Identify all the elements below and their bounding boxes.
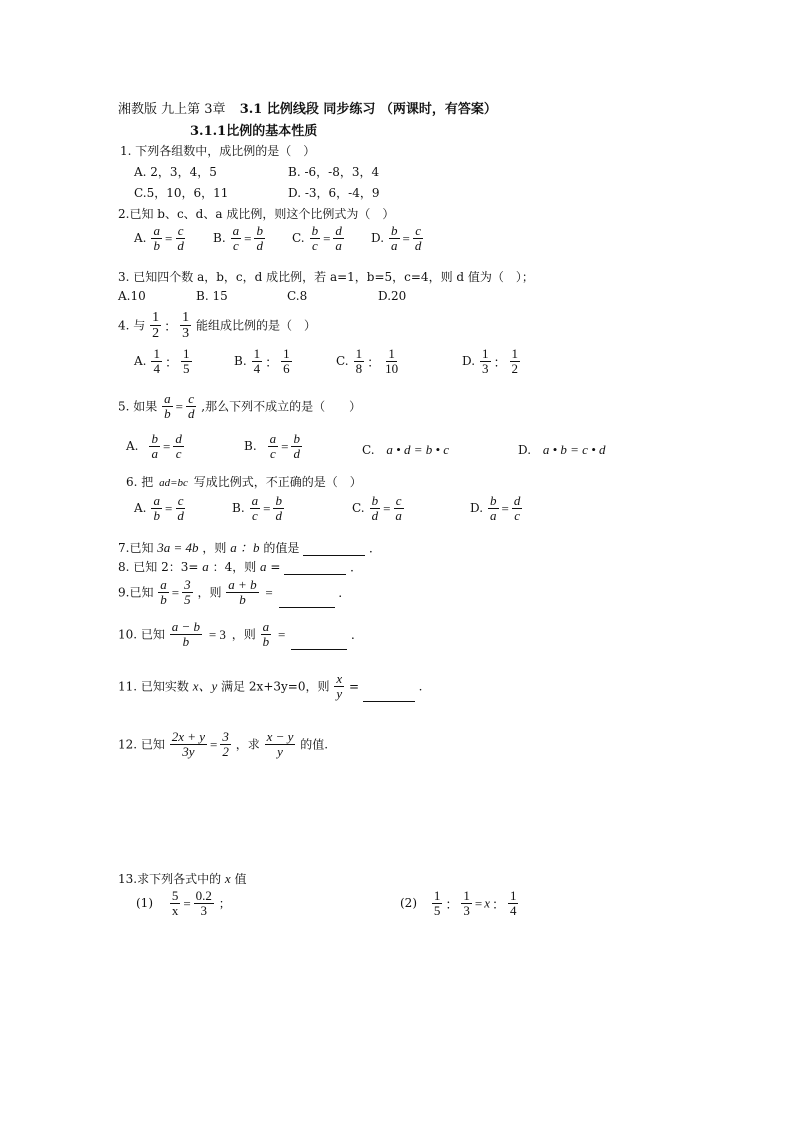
q12-condition-fraction-denominator: 3y bbox=[182, 744, 195, 760]
q9-condition-fraction-denominator: b bbox=[160, 592, 167, 608]
q5-option-a-fraction bbox=[149, 432, 160, 462]
q6-label-a: A. bbox=[134, 501, 147, 516]
q13-part2-fraction bbox=[508, 889, 519, 919]
q8 bbox=[118, 558, 362, 575]
q2-option-b-fraction bbox=[231, 224, 242, 254]
q5-option-c-expr: a • d = b • c bbox=[386, 442, 450, 457]
q4-option-d-fraction-numerator: 1 bbox=[511, 346, 519, 361]
q12-condition-fraction bbox=[170, 730, 207, 760]
q5-option-a-fraction-numerator: b bbox=[151, 431, 158, 446]
q5-option-b-fraction-numerator: b bbox=[293, 431, 300, 446]
q4-label-b: B. bbox=[234, 354, 247, 369]
q13-part2-fraction-numerator: 1 bbox=[463, 888, 470, 903]
q5-condition-fraction-numerator: a bbox=[164, 391, 171, 406]
q3-stem: 3. 已知四个数 a，b，c，d 成比例，若 a=1，b=5，c=4，则 d 值为（ ）； bbox=[118, 270, 534, 284]
q8-eq: = bbox=[270, 560, 281, 574]
q5-option-a-operator: = bbox=[162, 438, 171, 454]
q4-option-b-fraction-numerator: 1 bbox=[283, 346, 290, 361]
q13-part2-colon: ： bbox=[491, 897, 505, 913]
q4-ratio-operator: ： bbox=[164, 319, 178, 335]
q10-condition-fraction-numerator: a − b bbox=[171, 619, 201, 634]
q4-option-c-operator: ： bbox=[367, 355, 381, 371]
q5-option-b-fraction-denominator: d bbox=[293, 446, 300, 462]
q5-label-b: B. bbox=[244, 439, 257, 454]
q1-option-a: A. 2，3，4，5 bbox=[134, 165, 217, 179]
q13-part1-fraction-denominator: x bbox=[171, 903, 179, 919]
q4-option-d-fraction-denominator: 2 bbox=[511, 361, 519, 377]
q12-mid: ，求 bbox=[235, 737, 260, 752]
q4-option-b-fraction bbox=[252, 347, 263, 377]
q9-condition-fraction-numerator: a bbox=[160, 577, 167, 592]
q12-target-fraction-denominator: y bbox=[277, 744, 283, 760]
q13-part1-fraction bbox=[194, 889, 214, 919]
q12-condition-operator: = bbox=[210, 736, 218, 752]
q5-option-d-expr: a • b = c • d bbox=[542, 442, 606, 457]
q2-option-d-fraction-denominator: a bbox=[391, 238, 398, 254]
q5-label-a: A. bbox=[126, 439, 139, 454]
q13-stem-prefix: 13.求下列各式中的 bbox=[118, 872, 222, 886]
q4-label-a: A. bbox=[134, 354, 147, 369]
q4-ratio-fraction bbox=[150, 310, 161, 342]
q8-mid: ：4，则 bbox=[212, 560, 257, 574]
q5-condition-fraction-numerator: c bbox=[188, 391, 195, 406]
q13-stem bbox=[118, 870, 247, 887]
q5-label-c: C. bbox=[362, 443, 375, 457]
q12-prefix: 12. 已知 bbox=[118, 737, 165, 752]
q13-part1-end: ； bbox=[218, 896, 231, 911]
q11-mid: 满足 2x+3y=0，则 bbox=[221, 679, 330, 694]
q4-option-a-fraction bbox=[181, 347, 192, 377]
q13-part2-fraction-denominator: 3 bbox=[463, 903, 470, 919]
q2-option-b-fraction-numerator: a bbox=[232, 223, 240, 238]
q12-target-fraction bbox=[265, 730, 296, 760]
q2-option-b-fraction-denominator: d bbox=[256, 238, 263, 254]
q12-condition-fraction-denominator: 2 bbox=[222, 744, 229, 760]
q2-label-c: C. bbox=[292, 231, 305, 246]
q4-option-b-fraction-denominator: 4 bbox=[253, 361, 261, 377]
q13-part2-expr bbox=[431, 888, 520, 919]
q11 bbox=[118, 672, 422, 702]
q11-prefix: 11. 已知实数 bbox=[118, 679, 189, 694]
title-bold: 3.1 比例线段 同步练习 （两课时，有答案） bbox=[239, 102, 497, 117]
q13-part1 bbox=[136, 889, 231, 919]
q2-option-c-fraction bbox=[333, 224, 344, 254]
q6-option-a-fraction-numerator: c bbox=[177, 493, 184, 508]
q6-option-c-fraction-denominator: d bbox=[371, 508, 379, 524]
q2-option-a-fraction-numerator: a bbox=[153, 223, 160, 238]
q9-target-fraction-numerator: a + b bbox=[228, 577, 257, 592]
q4-option-b-fraction-numerator: 1 bbox=[253, 346, 261, 361]
q13-part2-x: x bbox=[484, 895, 490, 911]
section-subtitle: 3.1.1比例的基本性质 bbox=[190, 124, 318, 139]
q2-option-a-fraction-denominator: b bbox=[153, 238, 160, 254]
q3-option-d: D.20 bbox=[378, 289, 407, 303]
q13-part2 bbox=[400, 889, 519, 919]
q9-target bbox=[225, 577, 259, 608]
q12-condition-fraction-numerator: 2x + y bbox=[171, 729, 206, 744]
q10-target-fraction bbox=[261, 620, 272, 650]
q6-option-a-fraction bbox=[151, 494, 162, 524]
q2-option-d-fraction-denominator: d bbox=[414, 238, 422, 254]
q1-option-b: B. -6，-8，3，4 bbox=[288, 165, 380, 179]
q2-option-a-fraction-denominator: d bbox=[177, 238, 184, 254]
q13-stem-suffix: 值 bbox=[234, 872, 247, 886]
q12-condition-fraction-numerator: 3 bbox=[222, 729, 229, 744]
q10-mid: ，则 bbox=[231, 627, 256, 642]
q11-answer-blank[interactable] bbox=[363, 689, 415, 702]
q4-option-c-fraction-denominator: 10 bbox=[385, 361, 399, 377]
q13-part2-fraction-numerator: 1 bbox=[509, 888, 517, 903]
q9-target-fraction-denominator: b bbox=[239, 592, 246, 608]
q3-option-c: C.8 bbox=[287, 289, 308, 303]
q10-target-fraction-denominator: b bbox=[262, 634, 270, 650]
q2-option-d-fraction bbox=[389, 224, 400, 254]
q9-eq: = bbox=[265, 584, 273, 600]
q4-option-a-fraction-denominator: 4 bbox=[153, 361, 160, 377]
q5-suffix: ,那么下列不成立的是（ ） bbox=[201, 399, 362, 414]
q2-stem: 2.已知 b、c、d、a 成比例，则这个比例式为（ ） bbox=[118, 207, 395, 221]
q12 bbox=[118, 730, 328, 760]
q4-option-c-fraction-numerator: 1 bbox=[355, 346, 363, 361]
q4-label-d: D. bbox=[462, 354, 476, 369]
q4-option-c-fraction-numerator: 1 bbox=[388, 346, 395, 361]
q2-option-b bbox=[213, 224, 266, 254]
q8-end: ． bbox=[350, 560, 363, 574]
q2-option-d-fraction-numerator: b bbox=[391, 223, 398, 238]
q2-option-c-fraction-numerator: b bbox=[311, 223, 319, 238]
q10-condition-fraction-denominator: b bbox=[182, 634, 190, 650]
q4-label-c: C. bbox=[336, 354, 349, 369]
q6-prefix: 6. 把 bbox=[126, 475, 154, 489]
q4-option-c-fraction bbox=[383, 347, 400, 377]
q10-end: ． bbox=[350, 627, 363, 642]
q10-answer-blank[interactable] bbox=[291, 637, 347, 650]
q8-var-a: a bbox=[202, 559, 209, 574]
q4-option-c-fraction-denominator: 8 bbox=[355, 361, 363, 377]
q2-option-c-fraction bbox=[310, 224, 321, 254]
q9-target-fraction bbox=[226, 578, 258, 608]
q13-part2-label: (2) bbox=[400, 896, 417, 911]
q4-option-d-fraction bbox=[510, 347, 521, 377]
q9-condition-operator: = bbox=[171, 584, 180, 600]
q6-stem bbox=[126, 473, 362, 490]
q9-answer-blank[interactable] bbox=[279, 595, 335, 608]
q11-target bbox=[333, 671, 345, 702]
q2-option-a-operator: = bbox=[164, 230, 173, 246]
q6-option-a-fraction-denominator: b bbox=[153, 508, 160, 524]
q4-option-d-fraction-numerator: 1 bbox=[482, 346, 489, 361]
q6-option-b-fraction-numerator: b bbox=[275, 493, 282, 508]
q6-option-b-operator: = bbox=[263, 500, 271, 516]
q6-option-c-operator: = bbox=[383, 500, 391, 516]
q6-option-c bbox=[352, 494, 405, 524]
q13-part2-equals: = bbox=[474, 895, 483, 911]
q5-option-b-fraction bbox=[268, 432, 279, 462]
q4-option-c-fraction bbox=[354, 347, 365, 377]
q10-condition bbox=[169, 619, 203, 650]
q5-stem bbox=[118, 392, 361, 422]
q6-option-c-fraction bbox=[370, 494, 381, 524]
q6-option-b-fraction-numerator: a bbox=[251, 493, 259, 508]
q12-condition bbox=[169, 729, 232, 760]
q2-label-a: A. bbox=[134, 231, 147, 246]
q2-option-a-fraction bbox=[151, 224, 162, 254]
q13-part2-fraction-denominator: 4 bbox=[509, 903, 517, 919]
q6-option-a-fraction-numerator: a bbox=[153, 493, 160, 508]
q6-option-d-fraction bbox=[512, 494, 523, 524]
q6-option-c-fraction bbox=[393, 494, 404, 524]
q10-rhs: = 3 bbox=[208, 626, 226, 642]
q4-option-d-fraction bbox=[480, 347, 491, 377]
q9-condition-fraction bbox=[158, 578, 169, 608]
title-left: 湘教版 九上第 3章 bbox=[118, 102, 226, 117]
q4-option-d bbox=[462, 347, 521, 377]
q5-option-a-fraction-denominator: c bbox=[175, 446, 182, 462]
q11-target-fraction-numerator: x bbox=[336, 671, 343, 686]
q11-target-fraction-denominator: y bbox=[336, 686, 343, 702]
q2-label-b: B. bbox=[213, 231, 226, 246]
q6-label-b: B. bbox=[232, 501, 245, 516]
q8-prefix: 8. 已知 2：3= bbox=[118, 560, 199, 574]
q6-option-a-operator: = bbox=[164, 500, 173, 516]
q2-option-c-fraction-denominator: c bbox=[311, 238, 318, 254]
q4-option-d-operator: ： bbox=[493, 355, 507, 371]
q4-option-a-fraction-numerator: 1 bbox=[153, 346, 160, 361]
q12-target-fraction-numerator: x − y bbox=[266, 729, 294, 744]
q4-option-d-fraction-denominator: 3 bbox=[482, 361, 489, 377]
q2-option-c-operator: = bbox=[323, 230, 331, 246]
q4-option-a-fraction-numerator: 1 bbox=[183, 346, 190, 361]
q7-ratio: a ：b bbox=[230, 540, 260, 555]
q7-prefix: 7.已知 bbox=[118, 541, 154, 555]
q13-part1-fraction-numerator: 0.2 bbox=[195, 888, 212, 903]
q4-option-a-operator: ： bbox=[164, 355, 178, 371]
q4-stem bbox=[118, 310, 316, 342]
q4-option-a-fraction bbox=[151, 347, 162, 377]
q6-option-c-fraction-numerator: c bbox=[395, 493, 402, 508]
q6-option-d-operator: = bbox=[501, 500, 509, 516]
q13-part2-fraction-denominator: 5 bbox=[433, 903, 441, 919]
q4-ratio-fraction bbox=[180, 310, 191, 342]
q4-ratio-fraction-numerator: 1 bbox=[182, 310, 190, 325]
q5-prefix: 5. 如果 bbox=[118, 399, 158, 414]
q9-condition bbox=[157, 577, 193, 608]
q5-option-b-fraction-denominator: c bbox=[270, 446, 276, 462]
q9-mid: ，则 bbox=[197, 585, 222, 600]
q2-option-a bbox=[134, 224, 187, 254]
q3-option-b: B. 15 bbox=[196, 289, 228, 303]
q6-label-d: D. bbox=[470, 501, 484, 516]
q4-ratio bbox=[149, 310, 192, 342]
q13-part1-label: (1) bbox=[136, 896, 153, 911]
q11-end: . bbox=[418, 679, 423, 694]
q2-option-b-fraction-numerator: b bbox=[256, 223, 263, 238]
q10-condition-fraction bbox=[170, 620, 202, 650]
q2-option-c bbox=[292, 224, 345, 254]
q4-option-a-fraction-denominator: 5 bbox=[183, 361, 190, 377]
q4-prefix: 4. 与 bbox=[118, 318, 146, 333]
q2-option-d bbox=[371, 224, 424, 254]
q5-condition-fraction bbox=[186, 392, 197, 422]
q11-eq: = bbox=[348, 679, 359, 694]
q1-stem: 1. 下列各组数中，成比例的是（ ） bbox=[120, 144, 316, 158]
q10-target-fraction-numerator: a bbox=[262, 619, 270, 634]
q5-condition-operator: = bbox=[175, 398, 183, 414]
q10-eq: = bbox=[277, 626, 286, 642]
q2-option-c-fraction-denominator: a bbox=[335, 238, 342, 254]
q6-option-b bbox=[232, 494, 285, 524]
q1-option-c: C.5，10，6，11 bbox=[134, 186, 229, 200]
q6-option-d-fraction bbox=[488, 494, 499, 524]
q7-expr: 3a = 4b bbox=[157, 540, 199, 555]
q6-option-a-fraction-denominator: d bbox=[177, 508, 184, 524]
q6-option-d-fraction-denominator: c bbox=[514, 508, 520, 524]
q11-vars: x、y bbox=[192, 678, 218, 694]
q10 bbox=[118, 620, 363, 650]
q5-option-b-fraction bbox=[291, 432, 302, 462]
q10-prefix: 10. 已知 bbox=[118, 627, 165, 642]
q4-option-c bbox=[336, 347, 401, 377]
q4-option-b bbox=[234, 347, 293, 377]
q2-label-d: D. bbox=[371, 231, 385, 246]
q7 bbox=[118, 537, 381, 556]
q4-option-b-fraction-denominator: 6 bbox=[283, 361, 290, 377]
q1-option-d: D. -3，6，-4，9 bbox=[288, 186, 380, 200]
q5-option-a-fraction bbox=[173, 432, 184, 462]
q13-part2-fraction bbox=[461, 889, 472, 919]
q13-part1-fraction-denominator: 3 bbox=[200, 903, 208, 919]
q8-answer-blank[interactable] bbox=[284, 562, 346, 575]
q13-part1-fraction bbox=[170, 889, 181, 919]
q5-condition-fraction-denominator: d bbox=[187, 406, 195, 422]
q11-target-fraction bbox=[334, 672, 344, 702]
q12-suffix: 的值. bbox=[300, 737, 329, 752]
q4-ratio-fraction-numerator: 1 bbox=[152, 310, 160, 325]
q5-option-c bbox=[362, 442, 449, 458]
q6-label-c: C. bbox=[352, 501, 365, 516]
q9-condition-fraction-numerator: 3 bbox=[184, 577, 191, 592]
q5-label-d: D. bbox=[518, 443, 532, 457]
q13-part2-fraction bbox=[432, 889, 443, 919]
q6-option-b-fraction-denominator: d bbox=[275, 508, 282, 524]
q12-target bbox=[264, 729, 297, 760]
q9-condition-fraction bbox=[182, 578, 193, 608]
q10-target bbox=[260, 619, 273, 650]
q9-condition-fraction-denominator: 5 bbox=[184, 592, 191, 608]
q2-option-d-fraction bbox=[413, 224, 424, 254]
q7-suffix: 的值是 bbox=[263, 541, 300, 555]
q6-expr: ad=bc bbox=[159, 477, 188, 489]
q6-option-a bbox=[134, 494, 187, 524]
q5-condition-fraction bbox=[162, 392, 173, 422]
q7-end: ． bbox=[369, 541, 382, 555]
q2-option-a-fraction-numerator: c bbox=[177, 223, 184, 238]
q4-option-b-fraction bbox=[281, 347, 292, 377]
q12-condition-fraction bbox=[220, 730, 231, 760]
q3-option-a: A.10 bbox=[118, 289, 146, 303]
q13-part1-fraction-numerator: 5 bbox=[171, 888, 179, 903]
q7-answer-blank[interactable] bbox=[303, 543, 365, 556]
q6-option-b-fraction-denominator: c bbox=[252, 508, 258, 524]
q13-part2-colon: ： bbox=[445, 897, 459, 913]
q6-option-c-fraction-numerator: b bbox=[371, 493, 379, 508]
q2-option-b-operator: = bbox=[244, 230, 252, 246]
q13-part2-fraction-numerator: 1 bbox=[433, 888, 441, 903]
q13-part1-operator: = bbox=[183, 895, 191, 911]
q4-option-a bbox=[134, 347, 193, 377]
q5-option-b-operator: = bbox=[281, 438, 289, 454]
q13-part1-expr bbox=[169, 888, 215, 919]
q4-ratio-fraction-denominator: 2 bbox=[152, 326, 160, 342]
q5-option-b bbox=[244, 432, 303, 462]
q4-ratio-fraction-denominator: 3 bbox=[182, 326, 190, 342]
q5-condition-fraction-denominator: b bbox=[164, 406, 171, 422]
q2-option-b-fraction-denominator: c bbox=[233, 238, 239, 254]
q6-suffix: 写成比例式，不正确的是（ ） bbox=[193, 475, 362, 489]
q6-option-d bbox=[470, 494, 523, 524]
q2-option-d-fraction-numerator: c bbox=[415, 223, 421, 238]
q2-option-b-fraction bbox=[254, 224, 265, 254]
q2-option-a-fraction bbox=[175, 224, 186, 254]
q5-option-a-fraction-numerator: d bbox=[175, 431, 182, 446]
q5-option-a-fraction-denominator: a bbox=[151, 446, 158, 462]
q7-mid: ，则 bbox=[202, 541, 227, 555]
q9 bbox=[118, 578, 350, 608]
document-title bbox=[118, 98, 497, 117]
q6-option-b-fraction bbox=[250, 494, 261, 524]
q4-suffix: 能组成比例的是（ ） bbox=[195, 318, 316, 333]
q9-prefix: 9.已知 bbox=[118, 585, 154, 600]
q2-option-c-fraction-numerator: d bbox=[335, 223, 342, 238]
q5-option-d bbox=[518, 442, 606, 458]
q8-var-a2: a bbox=[260, 559, 267, 574]
q6-option-d-fraction-numerator: b bbox=[490, 493, 497, 508]
q2-option-d-operator: = bbox=[402, 230, 410, 246]
q13-stem-var: x bbox=[224, 871, 231, 886]
q5-option-b-fraction-numerator: a bbox=[269, 431, 277, 446]
q6-option-b-fraction bbox=[273, 494, 284, 524]
q5-condition bbox=[161, 391, 197, 422]
q6-option-c-fraction-denominator: a bbox=[395, 508, 402, 524]
q4-option-b-operator: ： bbox=[265, 355, 279, 371]
q6-option-d-fraction-denominator: a bbox=[490, 508, 497, 524]
q5-option-a bbox=[126, 432, 185, 462]
q6-option-d-fraction-numerator: d bbox=[513, 493, 521, 508]
q9-end: ． bbox=[338, 585, 351, 600]
q6-option-a-fraction bbox=[175, 494, 186, 524]
